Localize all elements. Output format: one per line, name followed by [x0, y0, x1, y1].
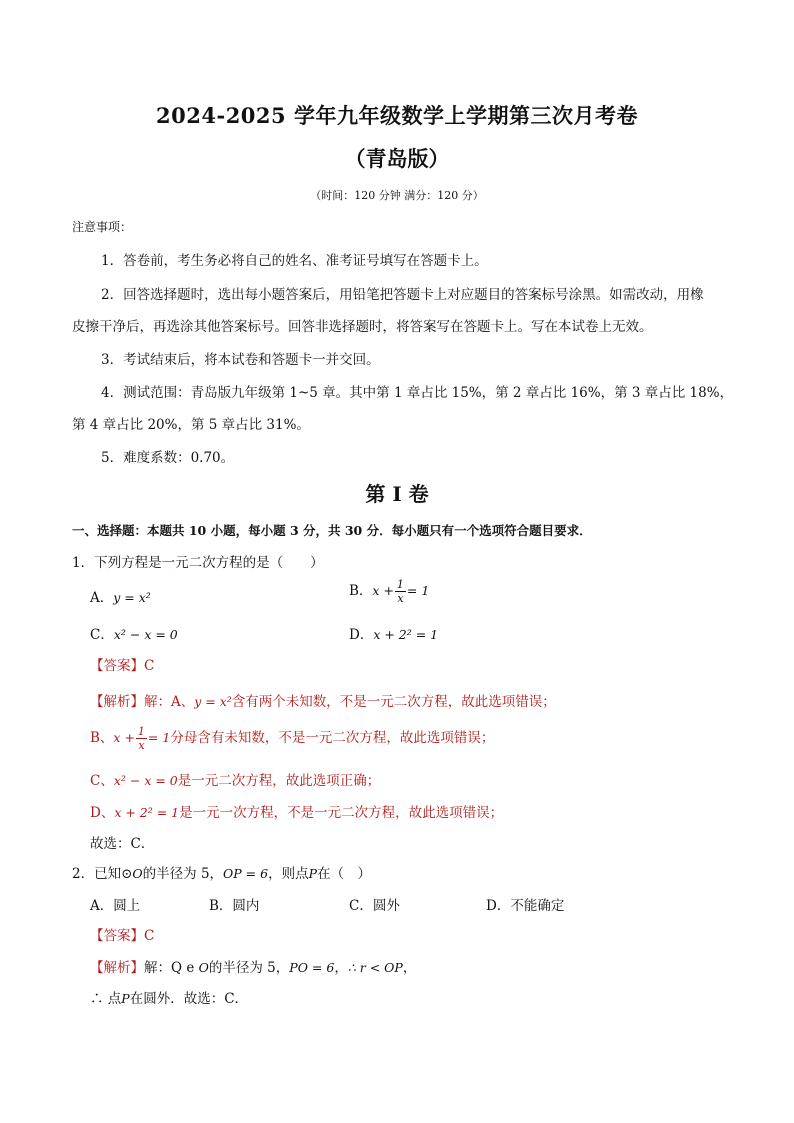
note-3: 3．考试结束后，将本试卷和答题卡一并交回。 [101, 352, 380, 368]
notes-heading: 注意事项： [72, 220, 133, 234]
page-subtitle: （青岛版） [344, 146, 450, 171]
analysis-math: ∴ r < OP [347, 960, 403, 975]
answer-tag: 【答案】 [90, 658, 144, 674]
analysis-b-math-right: = 1 [147, 730, 171, 745]
q1-analysis-c [90, 769, 380, 789]
q2-stem-part: ，则点 [268, 866, 309, 882]
analysis-b-prefix: B、 [90, 730, 114, 746]
q1-answer [90, 654, 154, 674]
analysis-math: PO = 6 [289, 960, 335, 975]
q1-option-b-label: B． [349, 583, 373, 599]
q1-option-c-label: C． [90, 627, 114, 643]
q2-stem-math: OP = 6 [223, 866, 269, 881]
analysis-point-name: P [121, 991, 130, 1006]
q1-stem: 1．下列方程是一元二次方程的是（ ） [72, 555, 324, 571]
answer-value: C [144, 658, 155, 674]
q1-option-c-math: x² − x = 0 [113, 627, 178, 642]
analysis-part: 解：Q e [144, 960, 199, 976]
answer-value: C [144, 928, 155, 944]
analysis-part: ∴ 点 [90, 991, 122, 1007]
note-2-line-2: 皮擦干净后，再选涂其他答案标号。回答非选择题时，将答案写在答题卡上。写在本试卷上无效。 [72, 319, 653, 335]
page-title: 2024-2025 学年九年级数学上学期第三次月考卷 [156, 103, 638, 128]
q2-analysis-line-2 [90, 987, 248, 1007]
note-2-line-1: 2．回答选择题时，选出每小题答案后，用铅笔把答题卡上对应题目的答案标号涂黑。如需改动，用橡 [101, 287, 704, 303]
analysis-part: 在圆外．故选：C． [129, 991, 249, 1007]
analysis-circle-name: O [198, 960, 209, 975]
q2-stem-part: 在（ ） [317, 866, 372, 882]
analysis-c-math: x² − x = 0 [113, 773, 178, 788]
q1-option-a-label: A． [90, 590, 114, 606]
q1-analysis-a [90, 690, 556, 710]
time-info: （时间：120 分钟 满分：120 分） [310, 189, 484, 202]
q1-option-d-math: x + 2² = 1 [373, 627, 439, 642]
analysis-tag: 【解析】 [90, 960, 144, 976]
q2-answer [90, 924, 154, 944]
q2-stem-point-name: P [308, 866, 318, 881]
note-1: 1．答卷前，考生务必将自己的姓名、准考证号填写在答题卡上。 [101, 253, 488, 269]
analysis-d-prefix: D、 [90, 805, 115, 821]
q1-option-b-fraction [395, 578, 406, 605]
q1-option-b [349, 578, 429, 605]
q2-option-c: C．圆外 [349, 898, 400, 914]
q1-option-d [349, 623, 438, 643]
analysis-a-text: 含有两个未知数，不是一元二次方程，故此选项错误； [231, 694, 556, 710]
q2-stem-circle-name: O [132, 866, 143, 881]
q2-option-d: D．不能确定 [486, 898, 565, 914]
analysis-part: 的半径为 5， [208, 960, 290, 976]
q1-option-d-label: D． [349, 627, 374, 643]
analysis-c-prefix: C、 [90, 773, 114, 789]
q2-option-a: A．圆上 [90, 898, 141, 914]
fraction-denominator: x [397, 592, 404, 605]
q2-analysis [90, 956, 416, 976]
q1-option-a-math: y = x² [113, 590, 151, 605]
q2-stem [72, 862, 371, 882]
analysis-part: ， [402, 960, 417, 976]
note-4-line-1: 4．测试范围：青岛版九年级第 1~5 章。其中第 1 章占比 15%，第 2 章占比 16%，第 3 章占比 18%， [101, 385, 734, 401]
analysis-a-math: y = x² [194, 694, 232, 709]
q1-analysis-d [90, 801, 503, 821]
note-5: 5．难度系数：0.70。 [101, 450, 235, 466]
q1-analysis-b [90, 725, 494, 752]
q1-option-b-math-right: = 1 [406, 583, 430, 598]
analysis-part: ， [334, 960, 348, 976]
analysis-intro: 解：A、 [144, 694, 195, 710]
analysis-b-fraction [136, 725, 147, 752]
fraction-denominator: x [138, 739, 145, 752]
section-instruction: 一、选择题：本题共 10 小题，每小题 3 分，共 30 分．每小题只有一个选项符合题目要求． [72, 523, 592, 538]
section-title: 第 I 卷 [365, 482, 429, 506]
fraction-numerator: 1 [137, 725, 145, 738]
q2-option-b: B．圆内 [209, 898, 260, 914]
fraction-numerator: 1 [396, 578, 404, 591]
analysis-c-text: 是一元二次方程，故此选项正确； [177, 773, 381, 789]
q1-option-b-math-left: x + [372, 583, 394, 598]
analysis-tag: 【解析】 [90, 694, 144, 710]
q2-stem-part: 的半径为 5， [142, 866, 224, 882]
analysis-b-text: 分母含有未知数，不是一元二次方程，故此选项错误； [170, 730, 495, 746]
analysis-b-math-left: x + [113, 730, 135, 745]
analysis-d-text: 是一元一次方程，不是一元二次方程，故此选项错误； [179, 805, 504, 821]
note-4-line-2: 第 4 章占比 20%，第 5 章占比 31%。 [72, 417, 310, 433]
q1-option-a [90, 586, 151, 606]
analysis-d-math: x + 2² = 1 [114, 805, 180, 820]
answer-tag: 【答案】 [90, 928, 144, 944]
q1-option-c [90, 623, 178, 643]
q2-stem-part: 2．已知⊙ [72, 866, 133, 882]
q1-conclusion: 故选：C． [90, 836, 155, 852]
